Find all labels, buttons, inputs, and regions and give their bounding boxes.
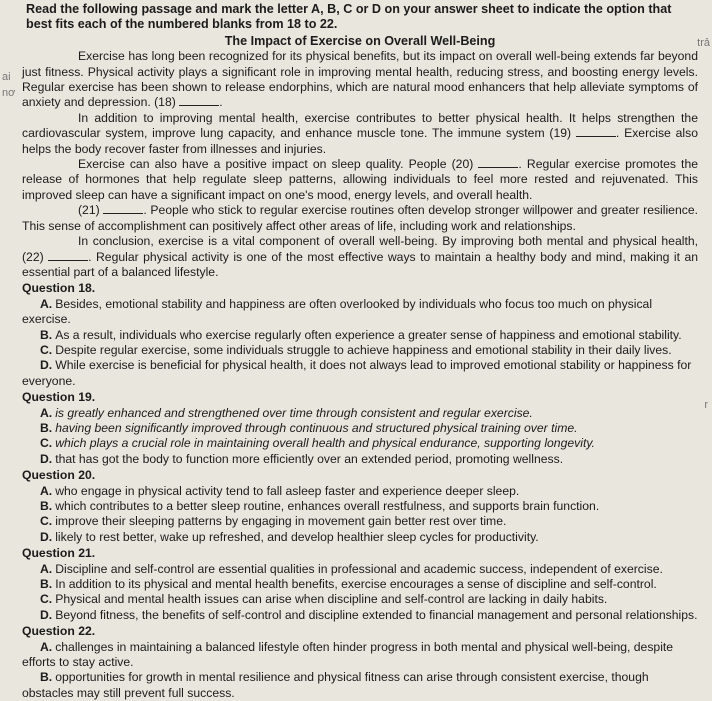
option-letter: D.: [40, 451, 53, 466]
question-19-option-d[interactable]: [22, 452, 698, 467]
question-20-option-a[interactable]: [22, 484, 698, 499]
paragraph-2-text-b: . Exercise also helps the body recover faster from illnesses and injuries.: [22, 126, 698, 156]
blank-21: [103, 203, 143, 214]
question-18-option-c[interactable]: [22, 343, 698, 358]
option-letter: A.: [40, 296, 53, 311]
passage-title: The Impact of Exercise on Overall Well-Being: [224, 33, 496, 48]
question-22-title: Question 22.: [22, 624, 96, 639]
question-21-option-c[interactable]: [22, 592, 698, 607]
paragraph-4: [22, 203, 698, 234]
blank-21-number: (21): [78, 203, 100, 218]
paragraph-1-text: Exercise has long been recognized for its physical benefits, but its impact on overall well-being extends far beyond just fitness. Physical activity plays a significant role in improving mental health, reducing stress, and boosting energy levels. Regular exercise has been shown to release endorphins, which are natural mood enhancers that help alleviate symptoms of anxiety and depression. (18): [22, 49, 698, 110]
option-text: that has got the body to function more efficiently over an extended period, promoting wellness.: [55, 451, 564, 466]
option-letter: D.: [40, 607, 53, 622]
option-letter: D.: [40, 529, 53, 544]
question-21-option-d[interactable]: [22, 608, 698, 623]
option-letter: C.: [40, 436, 53, 451]
paragraph-3: [22, 157, 698, 203]
option-text: As a result, individuals who exercise regularly often experience a greater sense of happiness and emotional stability.: [55, 327, 682, 342]
option-text: who engage in physical activity tend to fall asleep faster and experience deeper sleep.: [55, 483, 520, 498]
paragraph-1: Exercise has long been recognized for its physical benefits, but its impact on overall well-being extends far beyond just fitness. Physical activity plays a significant role in improving mental health, reducing stress, and boosting energy levels. Regular exercise has been shown to release endorphins, which are natural mood enhancers that help alleviate symptoms of anxiety and depression. (18) .: [22, 49, 698, 110]
question-20-option-b[interactable]: [22, 499, 698, 514]
paragraph-5: [22, 234, 698, 280]
option-text: Physical and mental health issues can arise when discipline and self-control are lacking in daily habits.: [55, 592, 608, 607]
question-20-option-c[interactable]: [22, 514, 698, 529]
margin-mark: r: [704, 399, 708, 411]
margin-mark: nơ: [2, 87, 16, 99]
margin-mark: ai: [2, 71, 11, 83]
option-text: improve their sleeping patterns by engaging in movement gain better rest over time.: [55, 514, 507, 529]
option-letter: B.: [40, 670, 53, 685]
option-letter: C.: [40, 592, 53, 607]
question-18-option-d[interactable]: [22, 358, 698, 389]
paragraph-4-text: . People who stick to regular exercise routines often develop stronger willpower and greater resilience. This sense of accomplishment can positively affect other areas of life, including work and relationships.: [22, 203, 698, 233]
option-text: is greatly enhanced and strengthened over time through consistent and regular exercise.: [55, 405, 533, 420]
option-text: While exercise is beneficial for physical health, it does not always lead to improved emotional stability or happiness for everyone.: [22, 358, 692, 388]
blank-20: [478, 157, 518, 168]
blank-22: [48, 250, 88, 261]
option-text: which plays a crucial role in maintaining overall health and physical endurance, supporting longevity.: [55, 436, 595, 451]
question-21-option-b[interactable]: [22, 577, 698, 592]
margin-mark: trả: [697, 37, 710, 49]
question-20-option-d[interactable]: [22, 530, 698, 545]
option-text: which contributes to a better sleep routine, enhances overall restfulness, and supports brain function.: [55, 499, 600, 513]
paragraph-3-text-b: . Regular exercise promotes the release of hormones that help regulate sleep patterns, allowing individuals to feel more rested and rejuvenated. This improved sleep can have a significant impact on one's mood, energy levels, and overall health.: [22, 157, 698, 202]
option-letter: B.: [40, 499, 53, 513]
paragraph-3-text-a: Exercise can also have a positive impact on sleep quality. People (20): [78, 157, 474, 172]
question-21-title: Question 21.: [22, 546, 96, 561]
question-22-option-b[interactable]: [22, 670, 698, 701]
question-19-option-c[interactable]: [22, 436, 698, 451]
blank-18: [179, 95, 219, 106]
option-letter: B.: [40, 577, 53, 592]
question-19-option-b[interactable]: [22, 421, 698, 436]
question-20-title: Question 20.: [22, 468, 96, 483]
question-18-option-a[interactable]: [22, 297, 698, 328]
option-text: opportunities for growth in mental resilience and physical fitness can arise through consistent exercise, though obstacles may still prevent full success.: [22, 670, 649, 700]
option-letter: A.: [40, 561, 53, 576]
option-text: In addition to its physical and mental health benefits, exercise encourages a sense of discipline and self-control.: [55, 577, 657, 592]
question-18-title: Question 18.: [22, 281, 96, 296]
option-text: Despite regular exercise, some individuals struggle to achieve happiness and emotional stability in their daily lives.: [55, 342, 672, 357]
blank-22-number: (22): [22, 249, 44, 264]
option-text: Beyond fitness, the benefits of self-control and discipline extended to financial management and personal relationships.: [55, 607, 698, 622]
paragraph-5-text-a: In conclusion, exercise is a vital component of overall well-being. By improving both mental and physical health,: [78, 234, 698, 249]
question-22-option-a[interactable]: [22, 640, 698, 671]
option-text: Discipline and self-control are essential qualities in professional and academic success, independent of exercise.: [55, 561, 663, 576]
option-text: challenges in maintaining a balanced lifestyle often hinder progress in both mental and physical well-being, despite efforts to stay active.: [22, 639, 674, 670]
option-letter: D.: [40, 358, 53, 373]
option-letter: A.: [40, 639, 53, 654]
option-letter: A.: [40, 405, 53, 420]
blank-19: [576, 126, 616, 137]
question-18-option-b[interactable]: [22, 328, 698, 343]
question-21-option-a[interactable]: [22, 562, 698, 577]
option-letter: C.: [40, 514, 53, 529]
option-letter: B.: [40, 420, 53, 435]
question-19-title: Question 19.: [22, 390, 96, 405]
option-letter: B.: [40, 327, 53, 342]
option-text: Besides, emotional stability and happiness are often overlooked by individuals who focus too much on physical exercise.: [22, 296, 653, 327]
paragraph-5-text-b: . Regular physical activity is one of the most effective ways to maintain a healthy body and mind, making it an essential part of a balanced lifestyle.: [22, 249, 699, 279]
option-text: having been significantly improved through continuous and structured physical training over time.: [55, 420, 578, 435]
option-letter: C.: [40, 342, 53, 357]
option-text: likely to rest better, wake up refreshed, and develop healthier sleep cycles for productivity.: [55, 529, 539, 544]
option-letter: A.: [40, 483, 53, 498]
instructions: Read the following passage and mark the letter A, B, C or D on your answer sheet to indicate the option that best fits each of the numbered blanks from 18 to 22.: [26, 2, 672, 32]
question-19-option-a[interactable]: [22, 406, 698, 421]
paragraph-2: [22, 111, 698, 157]
paragraph-2-text-a: In addition to improving mental health, exercise contributes to better physical health. It helps strengthen the cardiovascular system, improve lung capacity, and enhance muscle tone. The immune system (19): [22, 110, 698, 141]
